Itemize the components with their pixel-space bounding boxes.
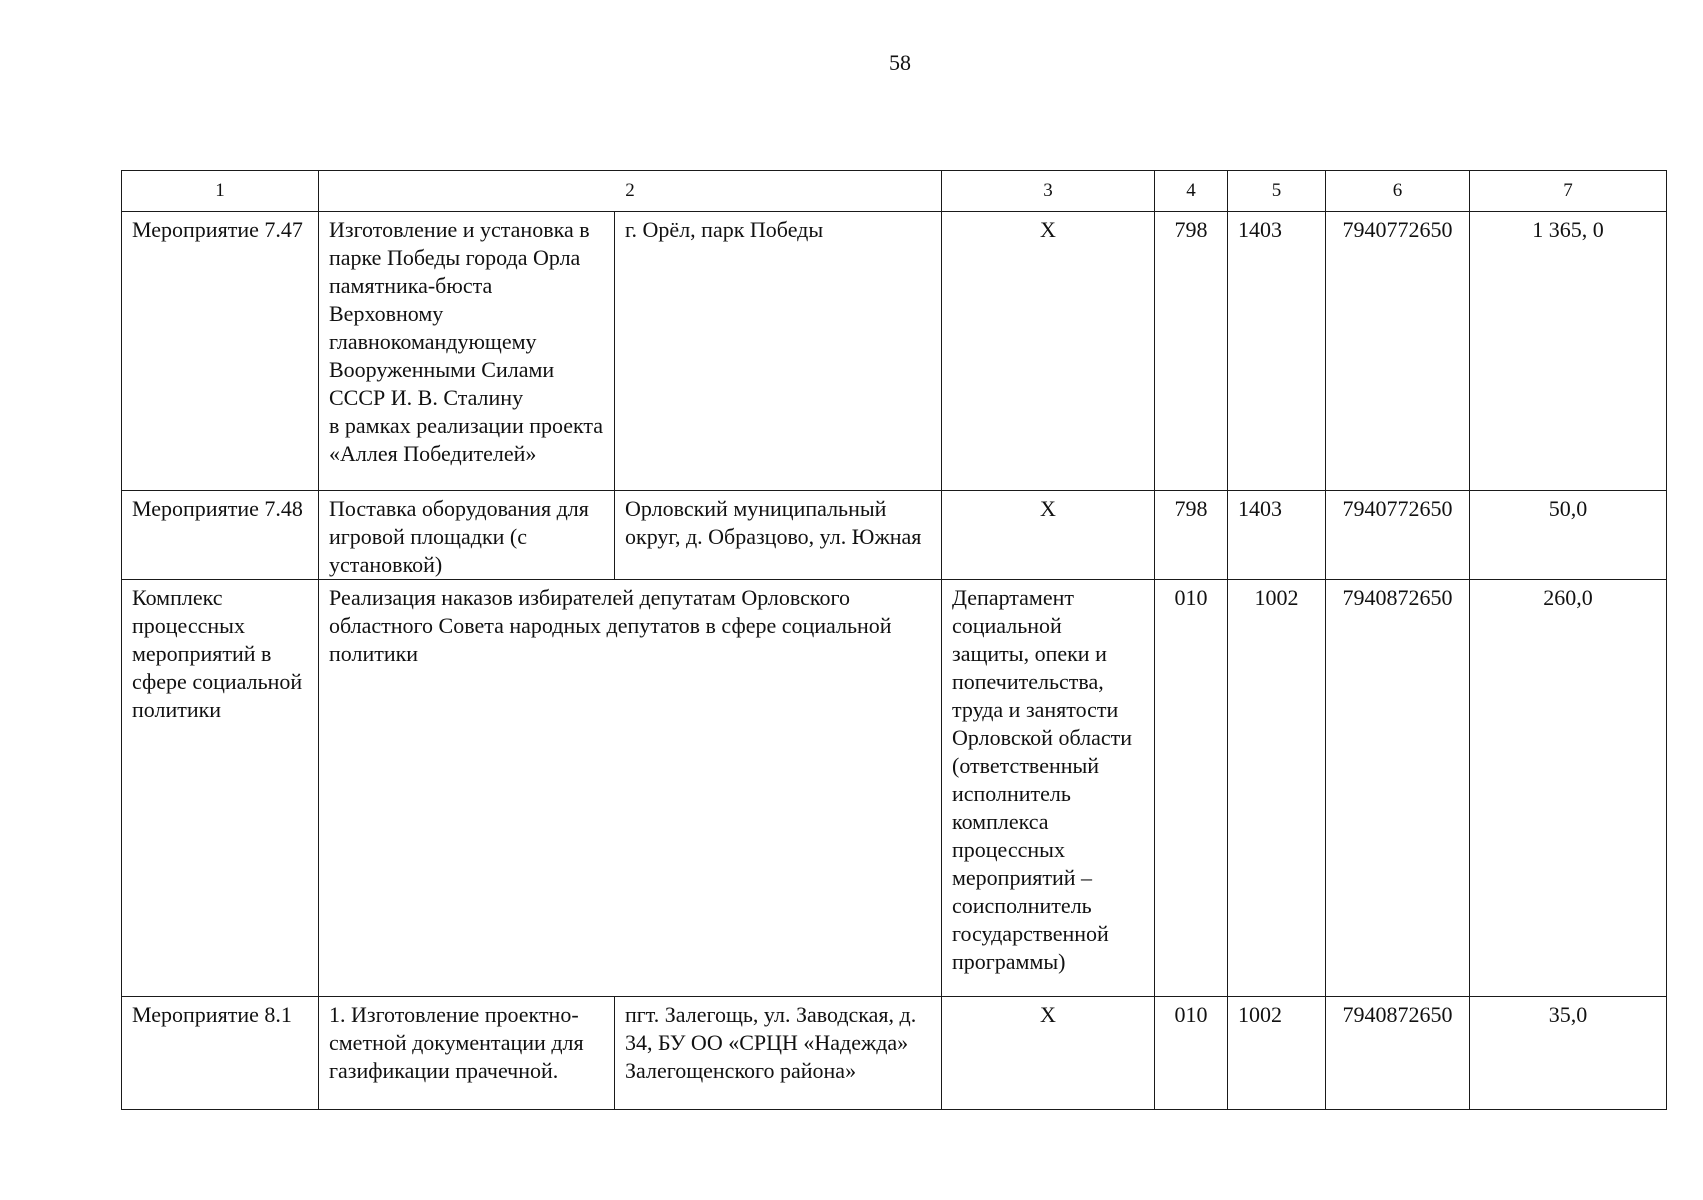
target-code-cell: 7940772650 xyxy=(1326,491,1470,580)
section-cell: 1002 xyxy=(1228,580,1326,997)
column-header: 5 xyxy=(1228,171,1326,212)
description-cell: Поставка оборудования для игровой площадки (с установкой) xyxy=(319,491,615,580)
table-row xyxy=(122,580,1667,997)
column-header: 7 xyxy=(1470,171,1667,212)
target-code-cell: 7940772650 xyxy=(1326,212,1470,491)
grbs-cell: 010 xyxy=(1155,997,1228,1110)
section-cell: 1403 xyxy=(1228,212,1326,491)
description-cell: Реализация наказов избирателей депутатам Орловского областного Совета народных депутатов в сфере социальной политики xyxy=(319,580,942,997)
page-number: 58 xyxy=(889,50,911,75)
column-header: 1 xyxy=(122,171,319,212)
table-row xyxy=(122,997,1667,1110)
amount-cell: 260,0 xyxy=(1470,580,1667,997)
executor-cell: Департамент социальной защиты, опеки и попечительства, труда и занятости Орловской области (ответственный исполнитель комплекса процессных мероприятий – соисполнитель государственной программы) xyxy=(942,580,1155,997)
section-cell: 1403 xyxy=(1228,491,1326,580)
location-cell: г. Орёл, парк Победы xyxy=(615,212,942,491)
target-code-cell: 7940872650 xyxy=(1326,580,1470,997)
table-header-row xyxy=(122,171,1667,212)
event-cell: Мероприятие 8.1 xyxy=(122,997,319,1110)
table-row xyxy=(122,212,1667,491)
budget-table xyxy=(121,170,1667,1110)
grbs-cell: 798 xyxy=(1155,491,1228,580)
amount-cell: 35,0 xyxy=(1470,997,1667,1110)
table-row xyxy=(122,491,1667,580)
column-header: 2 xyxy=(319,171,942,212)
description-cell: Изготовление и установка в парке Победы города Орла памятника-бюста Верховному главнокомандующему Вооруженными Силами СССР И. В. Сталину в рамках реализации проекта «Аллея Победителей» xyxy=(319,212,615,491)
target-code-cell: 7940872650 xyxy=(1326,997,1470,1110)
column-header: 3 xyxy=(942,171,1155,212)
location-cell: пгт. Залегощь, ул. Заводская, д. 34, БУ ОО «СРЦН «Надежда» Залегощенского района» xyxy=(615,997,942,1110)
column-header: 6 xyxy=(1326,171,1470,212)
event-cell: Комплекс процессных мероприятий в сфере социальной политики xyxy=(122,580,319,997)
executor-cell: Х xyxy=(942,997,1155,1110)
amount-cell: 1 365, 0 xyxy=(1470,212,1667,491)
event-cell: Мероприятие 7.47 xyxy=(122,212,319,491)
column-header: 4 xyxy=(1155,171,1228,212)
grbs-cell: 010 xyxy=(1155,580,1228,997)
grbs-cell: 798 xyxy=(1155,212,1228,491)
event-cell: Мероприятие 7.48 xyxy=(122,491,319,580)
executor-cell: Х xyxy=(942,212,1155,491)
description-cell: 1. Изготовление проектно-сметной документации для газификации прачечной. xyxy=(319,997,615,1110)
executor-cell: Х xyxy=(942,491,1155,580)
amount-cell: 50,0 xyxy=(1470,491,1667,580)
section-cell: 1002 xyxy=(1228,997,1326,1110)
location-cell: Орловский муниципальный округ, д. Образцово, ул. Южная xyxy=(615,491,942,580)
